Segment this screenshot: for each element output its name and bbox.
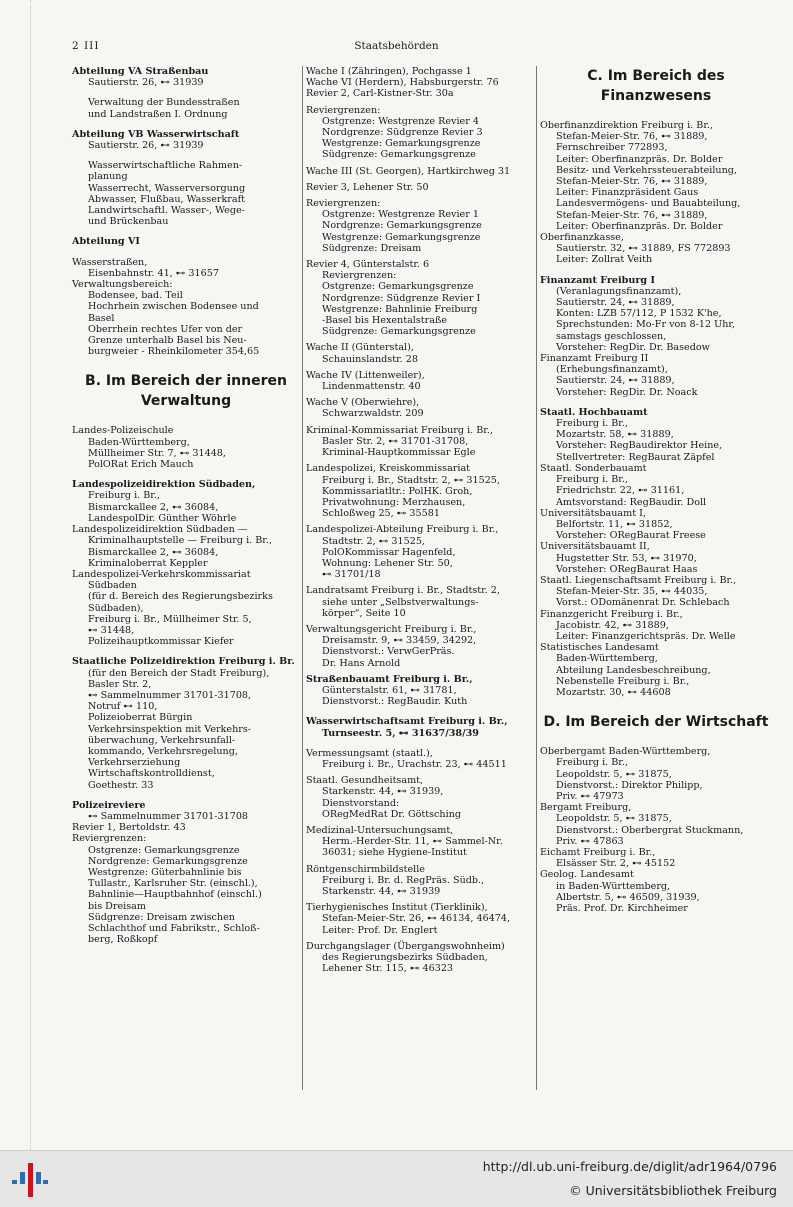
entry-line: Nebenstelle Freiburg i. Br., (556, 675, 690, 687)
entry-line: Verkehrserziehung (88, 757, 181, 769)
entry-heading: Finanzamt Freiburg I (540, 274, 655, 286)
page-edge (30, 0, 41, 1150)
entry-line: Ostgrenze: Westgrenze Revier 1 (322, 209, 479, 221)
entry-line: Westgrenze: Bahnlinie Freiburg (322, 303, 478, 315)
entry-line: Günterstalstr. 61, ⊷ 31781, (322, 684, 457, 696)
directory-entry (306, 397, 532, 419)
entry-line: Medizinal-Untersuchungsamt, (306, 824, 454, 836)
directory-entry (306, 182, 532, 193)
permalink-link[interactable]: http://dl.ub.uni-freiburg.de/diglit/adr1964/0796 (482, 1159, 777, 1174)
entry-line: Landwirtschaftl. Wasser-, Wege- (88, 205, 245, 217)
entry-line: Mozartstr. 30, ⊷ 44608 (556, 686, 671, 698)
entry-line: Grenze unterhalb Basel bis Neu- (88, 335, 247, 347)
entry-line: Statistisches Landesamt (540, 642, 659, 654)
entry-line: Westgrenze: Güterbahnlinie bis (88, 866, 242, 878)
entry-line: Leopoldstr. 5, ⊷ 31875, (556, 813, 672, 825)
entry-line: Dienstvorst.: Direktor Philipp, (556, 779, 703, 791)
entry-line: Freiburg i. Br., Stadtstr. 2, ⊷ 31525, (322, 474, 500, 486)
entry-line: Landesvermögens- und Bauabteilung, (556, 198, 741, 210)
entry-line: Schlachthof und Fabrikstr., Schloß- (88, 923, 260, 934)
entry-line: Wohnung: Lehener Str. 50, (322, 557, 453, 569)
entry-line: Reviergrenzen: (72, 833, 147, 845)
directory-entry (306, 342, 532, 364)
entry-line: Südgrenze: Dreisam (322, 242, 422, 254)
entry-line: burgweier - Rheinkilometer 354,65 (88, 346, 260, 358)
entry-line: Abteilung Landesbeschreibung, (556, 664, 711, 676)
entry-line: Universitätsbauamt II, (540, 541, 650, 553)
entry-line: ⊷ Sammelnummer 31701-31708, (88, 689, 252, 701)
entry-line: Reviergrenzen: (322, 270, 397, 282)
directory-entry (72, 800, 300, 946)
entry-line: Belfortstr. 11, ⊷ 31852, (556, 518, 673, 530)
entry-line: Wirtschaftskontrolldienst, (88, 768, 215, 780)
directory-entry (306, 524, 532, 580)
entry-line: Südbaden (88, 580, 137, 592)
directory-entry (72, 257, 300, 358)
entry-line: Finanzamt Freiburg II (540, 353, 649, 365)
entry-line: Landespolizeidirektion Südbaden — (72, 524, 248, 536)
directory-entry (306, 425, 532, 459)
entry-line: LandespolDir. Günther Wöhrle (88, 512, 237, 524)
entry-line: Revier 1, Bertoldstr. 43 (72, 822, 186, 834)
entry-line: Ostgrenze: Gemarkungsgrenze (322, 281, 474, 293)
entry-line: Vorst.: ODomänenrat Dr. Schlebach (556, 597, 730, 609)
entry-line: Dienstvorstand: (322, 797, 400, 809)
entry-line: Jacobistr. 42, ⊷ 31889, (556, 619, 669, 631)
entry-line: Priv. ⊷ 47863 (556, 835, 624, 847)
entry-line: Hochrhein zwischen Bodensee und (88, 301, 259, 313)
directory-entry (306, 105, 532, 161)
entry-line: bis Dreisam (88, 900, 146, 912)
entry-line: Lindenmattenstr. 40 (322, 381, 421, 393)
entry-line: und Landstraßen I. Ordnung (88, 108, 228, 120)
entry-heading: Abteilung VB Wasserwirtschaft (72, 128, 240, 140)
entry-line: Revier 4, Günterstalstr. 6 (306, 259, 430, 271)
entry-line: (Veranlagungsfinanzamt), (556, 285, 682, 297)
entry-line: Baden-Württemberg, (556, 653, 658, 665)
directory-entry (306, 941, 532, 975)
entry-line: Wache II (Günterstal), (306, 342, 414, 354)
entry-line: Landespolizei-Abteilung Freiburg i. Br., (306, 524, 499, 536)
entry-line: planung (88, 171, 128, 183)
directory-entry (306, 585, 532, 619)
directory-entry (306, 902, 532, 936)
entry-line: berg, Roßkopf (88, 934, 158, 946)
entry-heading: Landespolizeidirektion Südbaden, (72, 479, 256, 491)
entry-line: Dreisamstr. 9, ⊷ 33459, 34292, (322, 635, 477, 647)
entry-line: PolORat Erich Mauch (88, 459, 194, 471)
entry-line: siehe unter „Selbstverwaltungs- (322, 596, 479, 608)
entry-line: Schauinslandstr. 28 (322, 353, 418, 365)
entry-line: Hugstetter Str. 53, ⊷ 31970, (556, 552, 697, 564)
directory-entry (306, 864, 532, 898)
entry-line: Verwaltung der Bundesstraßen (88, 97, 240, 109)
entry-line: Nordgrenze: Südgrenze Revier I (322, 292, 481, 304)
entry-line: Bahnlinie—Hauptbahnhof (einschl.) (88, 889, 262, 901)
entry-heading: Turnseestr. 5, ⊷ 31637/38/39 (322, 727, 479, 739)
directory-entry (540, 275, 772, 398)
entry-line: Elsässer Str. 2, ⊷ 45152 (556, 858, 676, 870)
entry-line: körper“, Seite 10 (322, 607, 406, 619)
entry-line: Stefan-Meier-Str. 76, ⊷ 31889, (556, 209, 708, 221)
entry-line: Südgrenze: Gemarkungsgrenze (322, 149, 476, 161)
entry-line: Leiter: Oberfinanzpräs. Dr. Bolder (556, 153, 723, 165)
entry-line: Wache III (St. Georgen), Hartkirchweg 31 (306, 165, 511, 177)
entry-line: Stadtstr. 2, ⊷ 31525, (322, 535, 425, 547)
entry-line: Oberfinanzdirektion Freiburg i. Br., (540, 120, 713, 131)
entry-line: Bismarckallee 2, ⊷ 36084, (88, 546, 219, 558)
entry-line: Wache VI (Herdern), Habsburgerstr. 76 (306, 77, 499, 89)
entry-line: Südgrenze: Dreisam zwischen (88, 911, 235, 923)
entry-heading: Straßenbauamt Freiburg i. Br., (306, 673, 473, 685)
directory-entry (306, 674, 532, 708)
directory-entry (72, 656, 300, 790)
directory-entry (72, 160, 300, 227)
entry-line: Vorsteher: RegDir. Dr. Noack (556, 386, 698, 398)
entry-heading: Abteilung VI (72, 236, 140, 248)
entry-line: Wasserwirtschaftliche Rahmen- (88, 160, 243, 172)
directory-entry (306, 66, 532, 100)
entry-line: Vorsteher: RegDir. Dr. Basedow (556, 341, 710, 353)
entry-line: Priv. ⊷ 47973 (556, 790, 624, 802)
entry-line: (für den Bereich der Stadt Freiburg), (88, 667, 270, 679)
entry-line: Sprechstunden: Mo-Fr von 8-12 Uhr, (556, 319, 735, 331)
directory-entry (72, 425, 300, 470)
entry-line: -Basel bis Hexentalstraße (322, 315, 448, 327)
entry-line: Schwarzwaldstr. 209 (322, 408, 424, 420)
entry-line: Bodensee, bad. Teil (88, 290, 183, 302)
entry-line: Kriminal-Hauptkommissar Egle (322, 447, 476, 459)
entry-line: Freiburg i. Br., (556, 757, 628, 769)
entry-line: Leiter: Oberfinanzpräs. Dr. Bolder (556, 220, 723, 232)
entry-line: PolOKommissar Hagenfeld, (322, 546, 456, 558)
entry-line: Sautierstr. 26, ⊷ 31939 (88, 77, 204, 89)
entry-line: Ostgrenze: Westgrenze Revier 4 (322, 115, 479, 127)
entry-line: und Brückenbau (88, 216, 169, 228)
entry-line: Tierhygienisches Institut (Tierklinik), (306, 902, 488, 914)
entry-line: überwachung, Verkehrsunfall- (88, 734, 236, 746)
entry-line: ⊷ 31448, (88, 624, 135, 636)
entry-line: Landespolizei, Kreiskommissariat (306, 463, 471, 475)
entry-line: Wache I (Zähringen), Pochgasse 1 (306, 66, 472, 77)
entry-line: Durchgangslager (Übergangswohnheim) (306, 940, 505, 952)
entry-line: Sautierstr. 24, ⊷ 31889, (556, 297, 675, 309)
directory-entry (306, 370, 532, 392)
running-title: Staatsbehörden (354, 40, 439, 52)
entry-heading: Staatl. Hochbauamt (540, 406, 648, 418)
entry-line: Revier 2, Carl-Kistner-Str. 30a (306, 88, 454, 100)
entry-line: ⊷ 31701/18 (322, 569, 381, 581)
entry-line: Staatl. Liegenschaftsamt Freiburg i. Br., (540, 574, 737, 586)
entry-line: Stefan-Meier-Str. 35, ⊷ 44035, (556, 586, 708, 598)
entry-line: Oberrhein rechtes Ufer von der (88, 323, 243, 335)
directory-entry (72, 97, 300, 119)
entry-line: Stefan-Meier-Str. 76, ⊷ 31889, (556, 131, 708, 143)
section-heading-line: D. Im Bereich der Wirtschaft (543, 714, 769, 731)
directory-entry (306, 748, 532, 770)
entry-line: Staatl. Sonderbauamt (540, 462, 647, 474)
entry-line: Bismarckallee 2, ⊷ 36084, (88, 501, 219, 513)
section-heading (72, 371, 300, 411)
directory-entry (540, 120, 772, 266)
section-heading-line: B. Im Bereich der inneren (85, 373, 287, 390)
entry-line: (für d. Bereich des Regierungsbezirks (88, 591, 273, 603)
entry-line: Friedrichstr. 22, ⊷ 31161, (556, 485, 685, 497)
entry-line: Leopoldstr. 5, ⊷ 31875, (556, 768, 672, 780)
entry-line: Basler Str. 2, (88, 678, 152, 690)
column-right (540, 66, 772, 923)
entry-heading: Polizeireviere (72, 799, 146, 811)
copyright-text: © Universitätsbibliothek Freiburg (569, 1183, 777, 1198)
section-heading-line: C. Im Bereich des (587, 68, 725, 84)
entry-line: Kommissariatltr.: PolHK. Groh, (322, 485, 473, 497)
entry-line: Wache V (Oberwiehre), (306, 397, 420, 409)
section-heading-line: Finanzwesens (600, 88, 712, 104)
entry-line: Dr. Hans Arnold (322, 657, 401, 669)
viewer-footer (0, 1150, 793, 1207)
entry-line: Dienstvorst.: RegBaudir. Kuth (322, 696, 468, 708)
entry-line: Sautierstr. 32, ⊷ 31889, FS 772893 (556, 243, 731, 255)
entry-line: kommando, Verkehrsregelung, (88, 745, 238, 757)
entry-line: samstags geschlossen, (556, 330, 667, 342)
entry-line: Polizeioberrat Bürgin (88, 712, 193, 724)
directory-entry (72, 129, 300, 151)
entry-line: Stefan-Meier-Str. 26, ⊷ 46134, 46474, (322, 913, 511, 925)
entry-line: Reviergrenzen: (306, 198, 381, 210)
directory-entry (72, 479, 300, 647)
entry-line: Nordgrenze: Südgrenze Revier 3 (322, 127, 483, 139)
entry-line: Schloßweg 25, ⊷ 35581 (322, 508, 440, 520)
entry-line: Landespolizei-Verkehrskommissariat (72, 568, 251, 580)
entry-line: (Erhebungsfinanzamt), (556, 364, 668, 376)
entry-line: Oberfinanzkasse, (540, 232, 624, 244)
section-heading (540, 712, 772, 732)
entry-line: Mozartstr. 58, ⊷ 31889, (556, 429, 674, 441)
column-middle (306, 66, 532, 979)
entry-line: Sautierstr. 24, ⊷ 31889, (556, 375, 675, 387)
entry-line: Universitätsbauamt I, (540, 507, 646, 519)
entry-line: Leiter: Zollrat Veith (556, 254, 653, 266)
entry-line: Verwaltungsbereich: (72, 279, 173, 291)
directory-entry (306, 198, 532, 254)
entry-line: ⊷ Sammelnummer 31701-31708 (88, 810, 249, 822)
entry-line: Sautierstr. 26, ⊷ 31939 (88, 140, 204, 152)
entry-line: Freiburg i. Br. d. RegPräs. Südb., (322, 874, 485, 886)
entry-line: Wasserrecht, Wasserversorgung (88, 182, 246, 194)
entry-line: Baden-Württemberg, (88, 436, 190, 448)
entry-line: Besitz- und Verkehrssteuerabteilung, (556, 164, 737, 176)
entry-line: 36031; siehe Hygiene-Institut (322, 847, 467, 859)
entry-line: Lehener Str. 115, ⊷ 46323 (322, 963, 454, 975)
entry-line: Westgrenze: Gemarkungsgrenze (322, 231, 481, 243)
entry-line: Freiburg i. Br., Müllheimer Str. 5, (88, 613, 252, 625)
entry-line: Privatwohnung: Merzhausen, (322, 496, 466, 508)
entry-heading: Staatliche Polizeidirektion Freiburg i. Br. (72, 656, 295, 668)
entry-heading: Wasserwirtschaftsamt Freiburg i. Br., (306, 716, 508, 728)
entry-line: ORegMedRat Dr. Göttsching (322, 808, 461, 820)
entry-line: Notruf ⊷ 110, (88, 701, 158, 713)
entry-line: Röntgenschirmbildstelle (306, 863, 425, 875)
entry-line: Albertstr. 5, ⊷ 46509, 31939, (556, 891, 700, 903)
directory-entry (306, 624, 532, 669)
directory-entry (306, 259, 532, 337)
directory-entry (540, 746, 772, 914)
entry-line: Freiburg i. Br., (556, 418, 628, 430)
directory-entry (306, 463, 532, 519)
entry-line: Oberbergamt Baden-Württemberg, (540, 746, 711, 758)
entry-line: Westgrenze: Gemarkungsgrenze (322, 138, 481, 150)
entry-line: Vorsteher: ORegBaurat Freese (556, 530, 706, 542)
entry-line: Stellvertreter: RegBaurat Zäpfel (556, 451, 715, 463)
entry-line: Südgrenze: Gemarkungsgrenze (322, 326, 476, 338)
entry-line: Starkenstr. 44, ⊷ 31939 (322, 886, 441, 897)
entry-line: Dienstvorst.: VerwGerPräs. (322, 646, 455, 658)
entry-line: Nordgrenze: Gemarkungsgrenze (88, 855, 248, 867)
entry-line: Vorsteher: RegBaudirektor Heine, (556, 440, 723, 452)
entry-line: Südbaden), (88, 602, 144, 614)
entry-line: Wache IV (Littenweiler), (306, 369, 425, 381)
entry-line: Herm.-Herder-Str. 11, ⊷ Sammel-Nr. (322, 836, 503, 848)
entry-heading: Abteilung VA Straßenbau (72, 66, 209, 77)
entry-line: Staatl. Gesundheitsamt, (306, 775, 424, 787)
column-divider (536, 66, 537, 1090)
column-left (72, 66, 300, 954)
entry-line: Kriminal-Kommissariat Freiburg i. Br., (306, 424, 493, 436)
directory-entry (306, 716, 532, 738)
entry-line: Leiter: Prof. Dr. Englert (322, 924, 438, 936)
directory-entry (540, 407, 772, 698)
entry-line: Kriminalhauptstelle — Freiburg i. Br., (88, 535, 272, 547)
directory-entry (306, 775, 532, 820)
page-number: 2 III (72, 40, 100, 52)
entry-line: Leiter: Finanzgerichtspräs. Dr. Welle (556, 630, 736, 642)
entry-line: Konten: LZB 57/112, P 1532 K'he, (556, 308, 722, 320)
entry-line: Reviergrenzen: (306, 104, 381, 116)
entry-line: Revier 3, Lehener Str. 50 (306, 181, 429, 193)
entry-line: Verwaltungsgericht Freiburg i. Br., (306, 623, 477, 635)
entry-line: Abwasser, Flußbau, Wasserkraft (88, 193, 245, 205)
entry-line: Verkehrsinspektion mit Verkehrs- (88, 723, 252, 735)
entry-line: Freiburg i. Br., Urachstr. 23, ⊷ 44511 (322, 758, 507, 770)
entry-line: Starkenstr. 44, ⊷ 31939, (322, 786, 444, 798)
entry-line: Dienstvorst.: Oberbergrat Stuckmann, (556, 824, 744, 836)
ub-freiburg-logo-icon (10, 1161, 50, 1199)
entry-line: Fernschreiber 772893, (556, 142, 668, 154)
directory-entry (72, 236, 300, 247)
entry-line: Ostgrenze: Gemarkungsgrenze (88, 844, 240, 856)
entry-line: Nordgrenze: Gemarkungsgrenze (322, 220, 482, 232)
entry-line: Vermessungsamt (staatl.), (306, 747, 433, 759)
column-divider (302, 66, 303, 1090)
entry-line: Landes-Polizeischule (72, 425, 174, 437)
entry-line: Bergamt Freiburg, (540, 802, 632, 814)
entry-line: Basel (88, 312, 115, 324)
directory-entry (306, 166, 532, 177)
entry-line: Geolog. Landesamt (540, 869, 634, 881)
entry-line: Eichamt Freiburg i. Br., (540, 846, 656, 858)
directory-entry (306, 825, 532, 859)
entry-line: Finanzgericht Freiburg i. Br., (540, 608, 683, 620)
section-heading (540, 66, 772, 106)
entry-line: des Regierungsbezirks Südbaden, (322, 952, 488, 964)
entry-line: Freiburg i. Br., (88, 490, 160, 502)
entry-line: in Baden-Württemberg, (556, 880, 671, 892)
entry-line: Amtsvorstand: RegBaudir. Doll (556, 496, 707, 508)
entry-line: Basler Str. 2, ⊷ 31701-31708, (322, 435, 469, 447)
entry-line: Vorsteher: ORegBaurat Haas (556, 563, 698, 575)
entry-line: Präs. Prof. Dr. Kirchheimer (556, 903, 688, 914)
entry-line: Leiter: Finanzpräsident Gaus (556, 187, 699, 199)
entry-line: Freiburg i. Br., (556, 474, 628, 486)
entry-line: Polizeihauptkommissar Kiefer (88, 636, 234, 648)
entry-line: Stefan-Meier-Str. 76, ⊷ 31889, (556, 176, 708, 188)
entry-line: Müllheimer Str. 7, ⊷ 31448, (88, 447, 226, 459)
entry-line: Tullastr., Karlsruher Str. (einschl.), (88, 878, 258, 890)
entry-line: Kriminaloberrat Keppler (88, 557, 208, 569)
directory-entry (72, 66, 300, 88)
entry-line: Goethestr. 33 (88, 779, 154, 791)
entry-line: Landratsamt Freiburg i. Br., Stadtstr. 2, (306, 585, 500, 597)
entry-line: Wasserstraßen, (72, 256, 148, 268)
entry-line: Eisenbahnstr. 41, ⊷ 31657 (88, 267, 219, 279)
section-heading-line: Verwaltung (140, 393, 232, 410)
